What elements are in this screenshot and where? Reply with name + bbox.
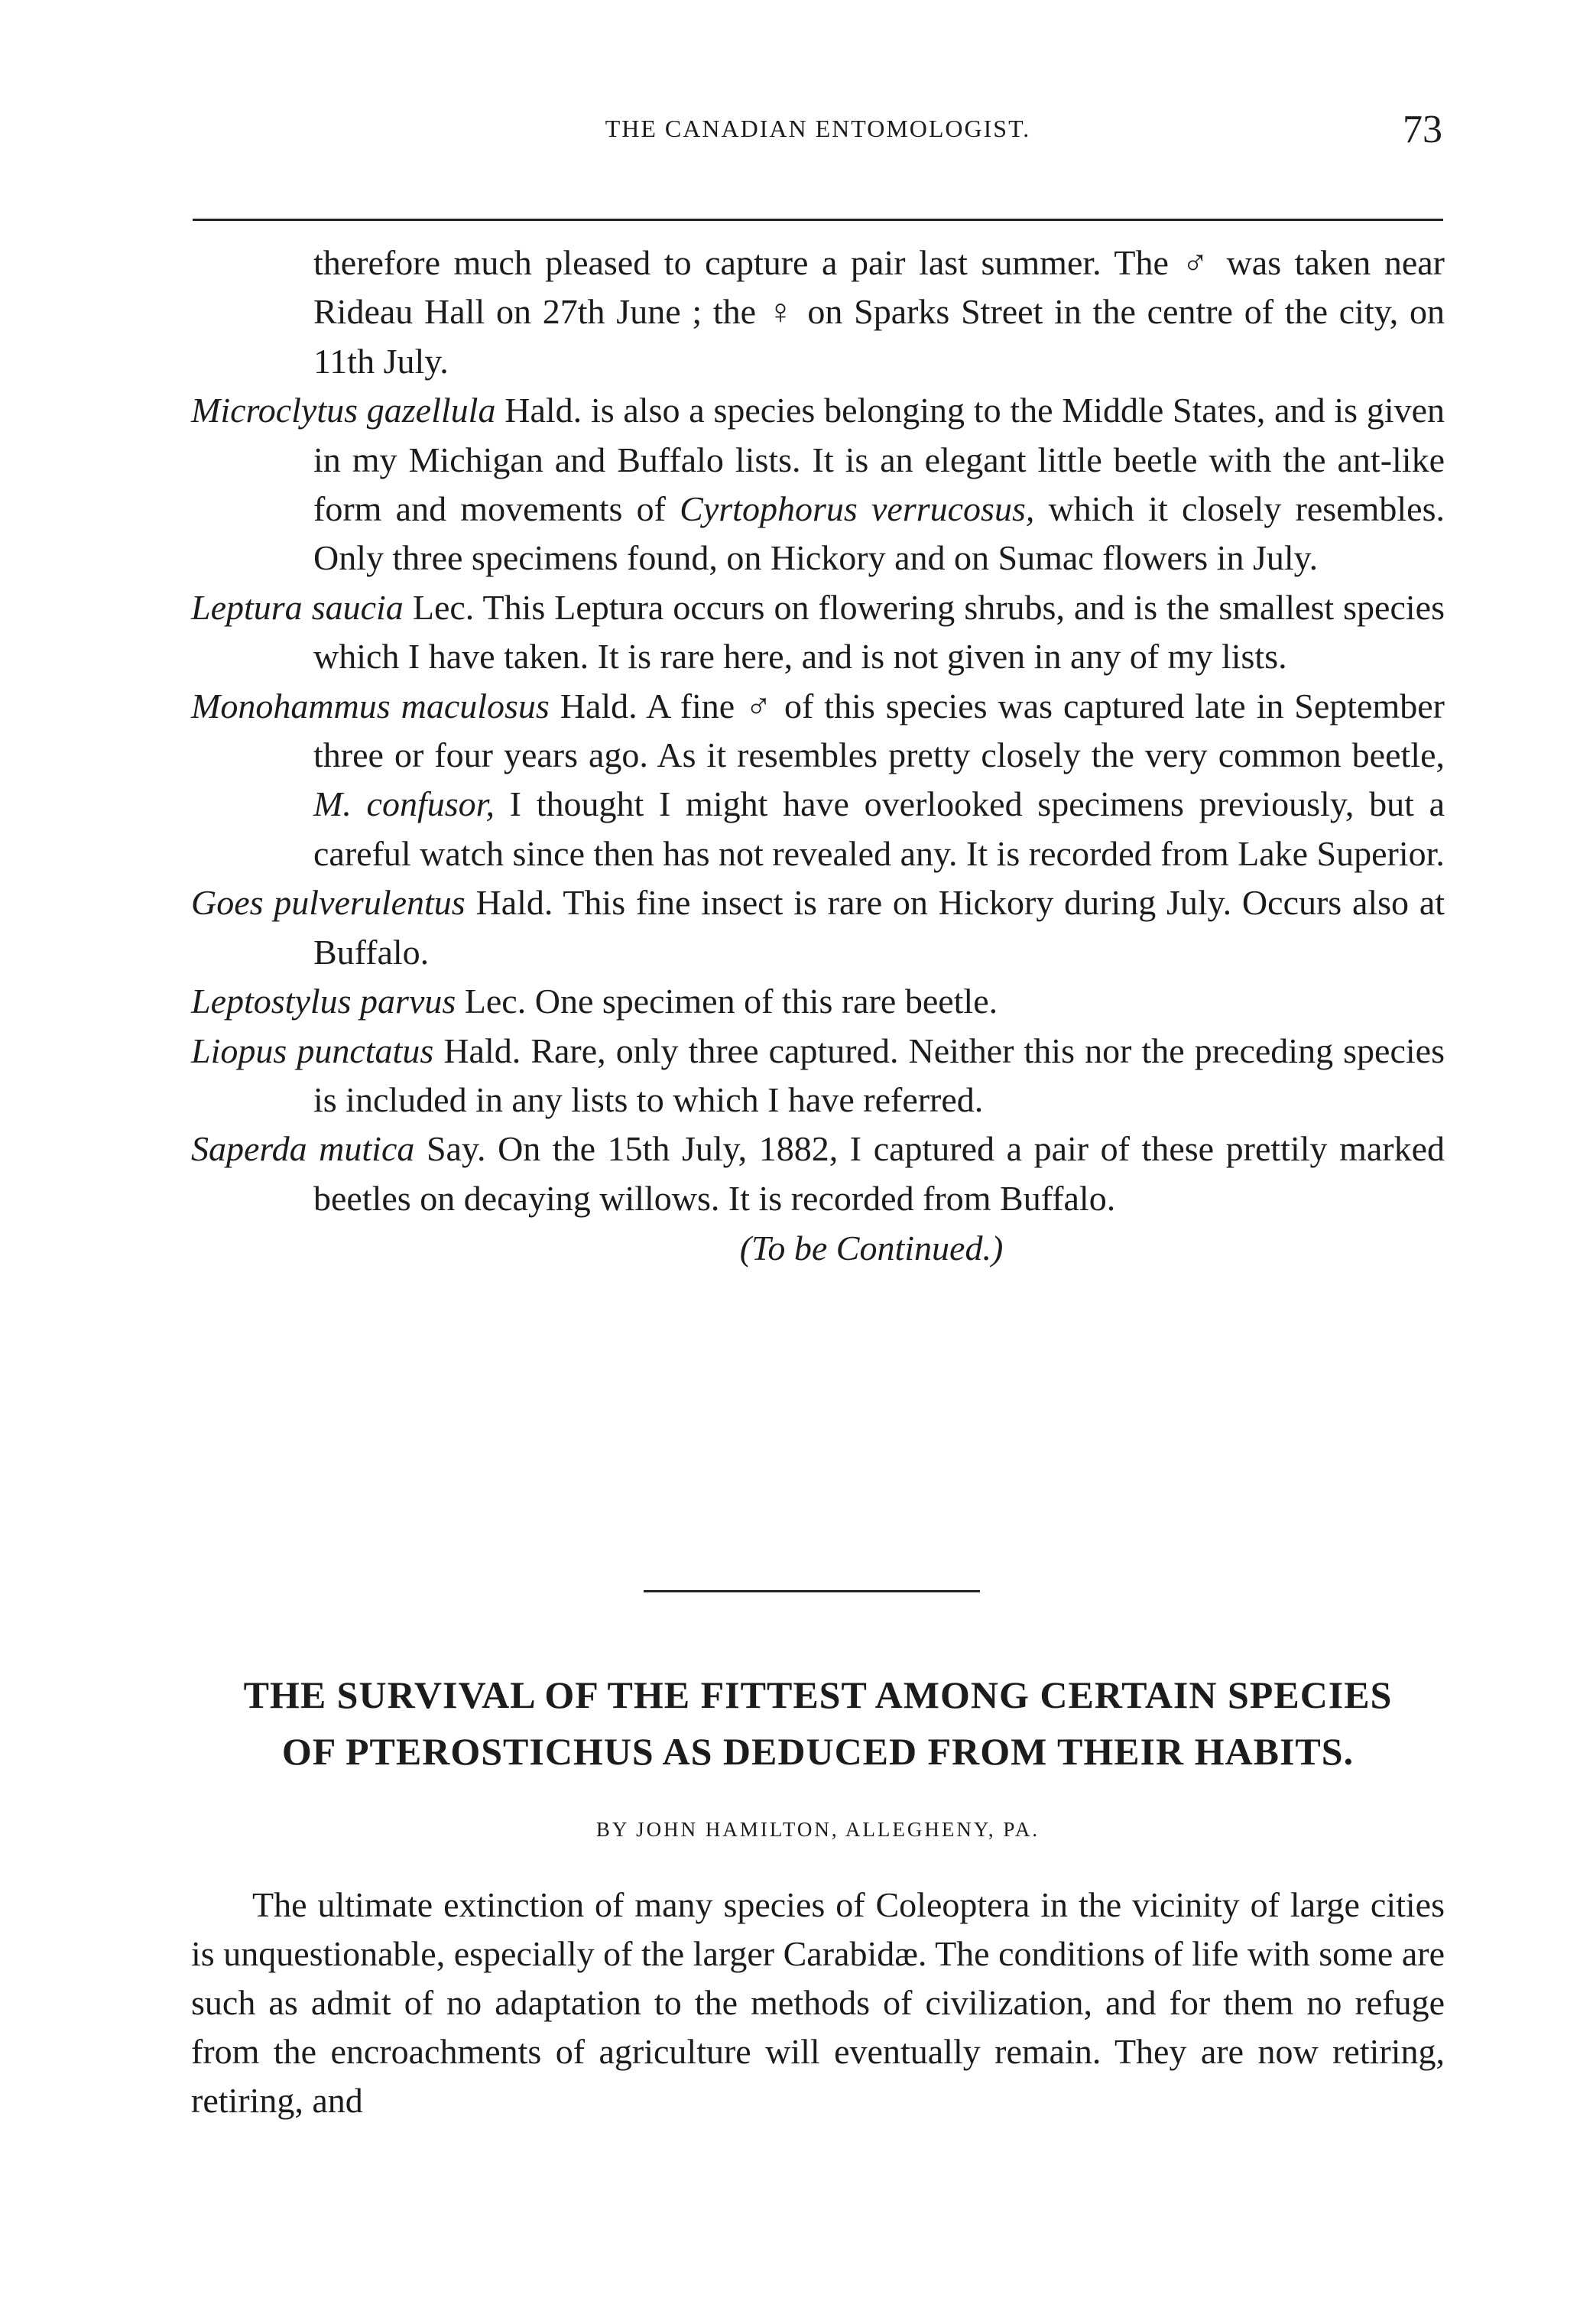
species-text: Rare, only three captured. Neither this nor the preceding species is included in any lists to which I have referred. [313, 1031, 1445, 1119]
species-name: Goes pulverulentus [191, 883, 466, 923]
species-reference: Cyrtophorus verrucosus, [680, 489, 1035, 529]
species-author: Hald. [443, 1031, 521, 1070]
species-name: Liopus punctatus [191, 1031, 434, 1070]
species-author: Hald. [560, 686, 638, 725]
species-text: is also a species belonging to the Middle States, and is given in my Michigan and Buffalo lists. It is an elegant little beetle with the ant-like form and movements of [313, 391, 1445, 529]
article-title [191, 1667, 1445, 1780]
section-divider [644, 1590, 980, 1592]
species-name: Monohammus maculosus [191, 686, 550, 725]
continuation-paragraph: therefore much pleased to capture a pair last summer. The ♂ was taken near Rideau Hall on 27th June ; the ♀ on Sparks Street in the centre of the city, on 11th July. [313, 243, 1445, 381]
article-title-line-2: OF PTEROSTICHUS AS DEDUCED FROM THEIR HABITS. [281, 1730, 1355, 1773]
species-entry [191, 386, 1445, 583]
species-entry [191, 1125, 1445, 1223]
species-author: Hald. [504, 391, 582, 430]
species-reference: M. confusor, [313, 784, 495, 824]
species-text-after: I thought I might have overlooked specimens previously, but a careful watch since then has not revealed any. It is recorded from Lake Superior. [313, 784, 1445, 873]
species-author: Lec. [412, 587, 475, 627]
species-entry [191, 1027, 1445, 1125]
species-text: On the 15th July, 1882, I captured a pair of these prettily marked beetles on decaying willows. It is recorded from Buffalo. [313, 1129, 1445, 1218]
species-text-after: which it closely resembles. Only three specimens found, on Hickory and on Sumac flowers in July. [313, 489, 1445, 578]
article-title-line-1: THE SURVIVAL OF THE FITTEST AMONG CERTAIN SPECIES [243, 1673, 1393, 1716]
species-name: Saperda mutica [191, 1129, 415, 1169]
article-paragraph: The ultimate extinction of many species of Coleoptera in the vicinity of large cities is unquestionable, especially of the larger Carabidæ. The conditions of life with some are such as admit of no adaptation to the methods of civilization, and for them no refuge from the encroachments of agriculture will eventually remain. They are now retiring, retiring, and [191, 1885, 1445, 2120]
species-text: A fine ♂ of this species was captured late in September three or four years ago. As it resembles pretty closely the very common beetle, [313, 686, 1445, 775]
header-rule [193, 219, 1443, 221]
species-author: Say. [426, 1129, 486, 1169]
species-entry [191, 977, 1445, 1026]
species-name: Microclytus gazellula [191, 391, 496, 430]
species-entry [191, 583, 1445, 682]
species-author: Hald. [475, 883, 553, 923]
species-author: Lec. [464, 982, 527, 1021]
species-name: Leptura saucia [191, 587, 404, 627]
article-byline: BY JOHN HAMILTON, ALLEGHENY, PA. [595, 1818, 1040, 1841]
running-head: THE CANADIAN ENTOMOLOGIST. [605, 115, 1031, 142]
species-name: Leptostylus parvus [191, 982, 456, 1021]
species-list [191, 239, 1445, 1268]
page-number: 73 [1403, 108, 1442, 151]
species-text: This Leptura occurs on flowering shrubs, and is the smallest species which I have taken. It is rare here, and is not given in any of my lists. [313, 587, 1445, 677]
species-entry [191, 878, 1445, 977]
to-be-continued: (To be Continued.) [739, 1229, 1004, 1268]
species-entry [191, 682, 1445, 879]
species-text: One specimen of this rare beetle. [534, 982, 998, 1021]
species-text: This fine insect is rare on Hickory during July. Occurs also at Buffalo. [313, 883, 1445, 972]
